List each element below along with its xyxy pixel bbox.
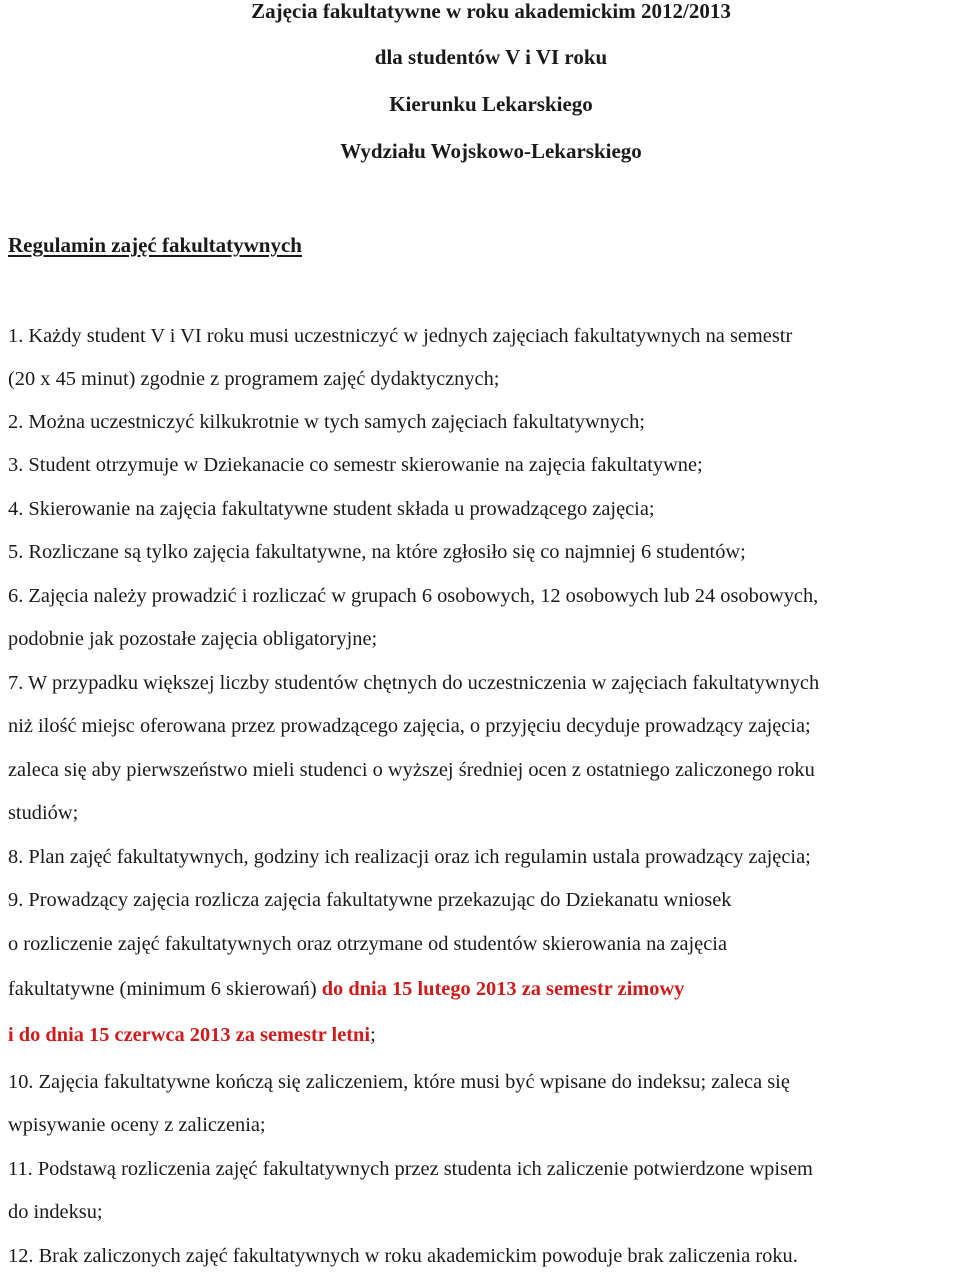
rule-9-line-3 — [8, 977, 684, 1001]
summer-deadline-highlight: i do dnia 15 czerwca 2013 za semestr letni — [8, 1024, 371, 1046]
rule-7-line-1: 7. W przypadku większej liczby studentów chętnych do uczestniczenia w zajęciach fakultatywnych — [8, 672, 820, 694]
document-title-line-4: Wydziału Wojskowo-Lekarskiego — [340, 139, 642, 163]
rule-12: 12. Brak zaliczonych zajęć fakultatywnych w roku akademickim powoduje brak zaliczenia roku. — [8, 1245, 798, 1267]
rule-7-line-2: niż ilość miejsc oferowana przez prowadzącego zajęcia, o przyjęciu decyduje prowadzący zajęcia; — [8, 715, 811, 737]
document-title-line-1: Zajęcia fakultatywne w roku akademickim 2012/2013 — [251, 0, 731, 23]
rule-4: 4. Skierowanie na zajęcia fakultatywne student składa u prowadzącego zajęcia; — [8, 498, 655, 520]
rule-1-line-1: 1. Każdy student V i VI roku musi uczestniczyć w jednych zajęciach fakultatywnych na semestr — [8, 325, 793, 347]
rule-6-line-2: podobnie jak pozostałe zajęcia obligatoryjne; — [8, 628, 378, 650]
rule-9-line-4 — [8, 1023, 376, 1047]
rule-9-line-4-text: ; — [370, 1024, 376, 1046]
document-title-line-2: dla studentów V i VI roku — [374, 45, 608, 69]
rule-6-line-1: 6. Zajęcia należy prowadzić i rozliczać w grupach 6 osobowych, 12 osobowych lub 24 osobowych, — [8, 585, 819, 607]
rule-11-line-2: do indeksu; — [8, 1201, 103, 1223]
rule-9-line-3-text: fakultatywne (minimum 6 skierowań) — [8, 978, 322, 1000]
rule-3: 3. Student otrzymuje w Dziekanacie co semestr skierowanie na zajęcia fakultatywne; — [8, 454, 703, 476]
regulation-heading: Regulamin zajęć fakultatywnych — [8, 233, 302, 257]
rule-10-line-2: wpisywanie oceny z zaliczenia; — [8, 1114, 266, 1136]
rule-7-line-4: studiów; — [8, 802, 79, 824]
rule-7-line-3: zaleca się aby pierwszeństwo mieli studenci o wyższej średniej ocen z ostatniego zaliczonego roku — [8, 759, 815, 781]
rule-1-line-2: (20 x 45 minut) zgodnie z programem zajęć dydaktycznych; — [8, 368, 500, 390]
winter-deadline-highlight: do dnia 15 lutego 2013 za semestr zimowy — [321, 978, 685, 1000]
rule-5: 5. Rozliczane są tylko zajęcia fakultatywne, na które zgłosiło się co najmniej 6 studentów; — [8, 541, 746, 563]
document-title-line-3: Kierunku Lekarskiego — [389, 92, 593, 116]
rule-11-line-1: 11. Podstawą rozliczenia zajęć fakultatywnych przez studenta ich zaliczenie potwierdzone wpisem — [8, 1158, 813, 1180]
rule-2: 2. Można uczestniczyć kilkukrotnie w tych samych zajęciach fakultatywnych; — [8, 411, 645, 433]
rule-9-line-1: 9. Prowadzący zajęcia rozlicza zajęcia fakultatywne przekazując do Dziekanatu wniosek — [8, 889, 732, 911]
rule-8: 8. Plan zajęć fakultatywnych, godziny ich realizacji oraz ich regulamin ustala prowadzący zajęcia; — [8, 846, 811, 868]
rule-10-line-1: 10. Zajęcia fakultatywne kończą się zaliczeniem, które musi być wpisane do indeksu; zaleca się — [8, 1071, 790, 1093]
rule-9-line-2: o rozliczenie zajęć fakultatywnych oraz otrzymane od studentów skierowania na zajęcia — [8, 933, 727, 955]
